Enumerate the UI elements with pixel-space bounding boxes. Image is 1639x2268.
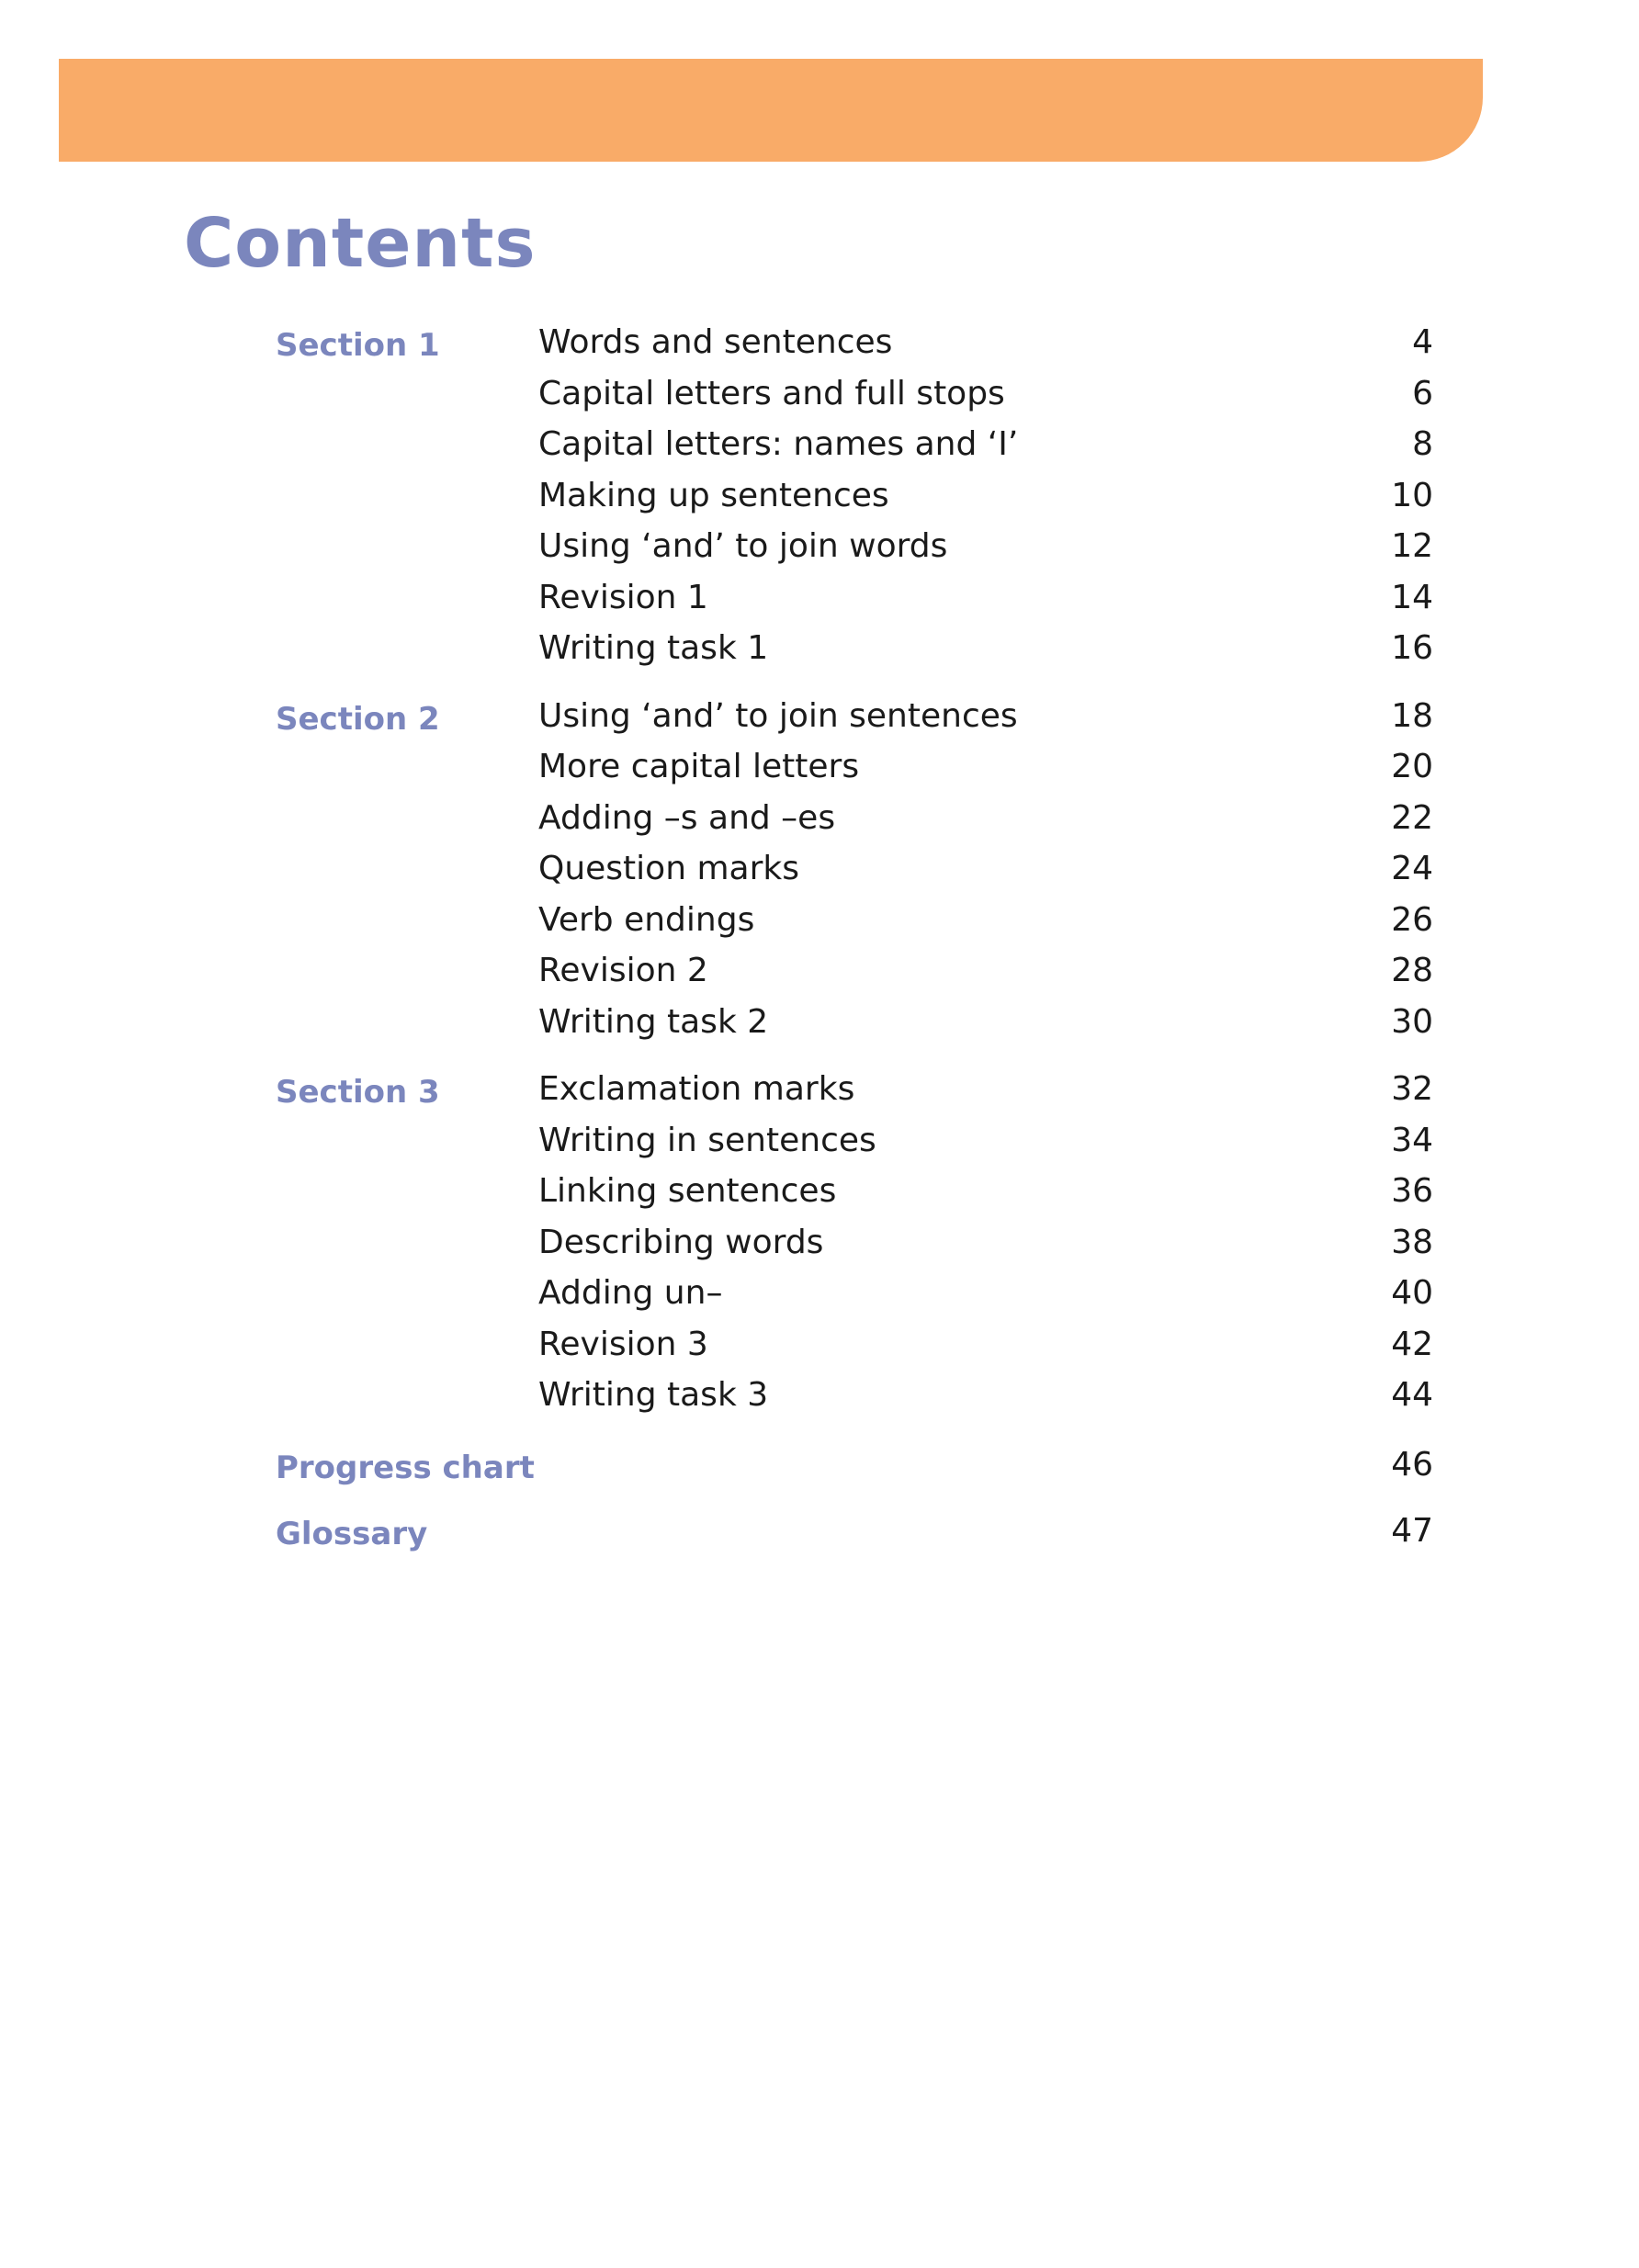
header-band bbox=[59, 59, 1483, 162]
toc-entry[interactable] bbox=[0, 624, 1639, 675]
entry-page-number: 36 bbox=[1391, 1172, 1433, 1210]
toc-entry[interactable] bbox=[0, 522, 1639, 573]
entry-page-number: 12 bbox=[1391, 527, 1433, 565]
toc-section-2 bbox=[0, 692, 1639, 1049]
entry-title: Revision 1 bbox=[538, 578, 708, 616]
entry-title: Words and sentences bbox=[538, 323, 893, 361]
toc-entry[interactable] bbox=[0, 896, 1639, 947]
entry-page-number: 42 bbox=[1391, 1325, 1433, 1363]
toc-entry[interactable] bbox=[0, 998, 1639, 1049]
entry-title: Adding –s and –es bbox=[538, 798, 836, 837]
extra-label: Glossary bbox=[276, 1515, 428, 1552]
toc-entry[interactable] bbox=[0, 1065, 1639, 1116]
toc-section-1 bbox=[0, 318, 1639, 675]
entry-title: Making up sentences bbox=[538, 476, 889, 514]
entry-title: Exclamation marks bbox=[538, 1070, 855, 1108]
toc-entry[interactable] bbox=[0, 844, 1639, 896]
entry-title: Adding un– bbox=[538, 1274, 723, 1312]
entry-page-number: 14 bbox=[1391, 578, 1433, 616]
section-label: Section 2 bbox=[276, 700, 440, 738]
entry-title: Revision 2 bbox=[538, 952, 708, 989]
entry-page-number: 16 bbox=[1391, 629, 1433, 667]
toc-entry[interactable] bbox=[0, 318, 1639, 369]
page-title: Contents bbox=[184, 204, 537, 283]
toc-entry[interactable] bbox=[0, 1371, 1639, 1422]
section-label: Section 3 bbox=[276, 1074, 440, 1111]
entry-page-number: 26 bbox=[1391, 900, 1433, 939]
extra-label: Progress chart bbox=[276, 1449, 535, 1486]
toc-entry[interactable] bbox=[0, 946, 1639, 998]
entry-page-number: 10 bbox=[1391, 476, 1433, 514]
entry-page-number: 32 bbox=[1391, 1070, 1433, 1108]
entry-title: Verb endings bbox=[538, 900, 755, 939]
entry-page-number: 8 bbox=[1412, 425, 1433, 463]
entry-page-number: 6 bbox=[1412, 374, 1433, 412]
entry-page-number: 4 bbox=[1412, 323, 1433, 361]
toc-entry[interactable] bbox=[0, 369, 1639, 421]
entry-page-number: 44 bbox=[1391, 1376, 1433, 1414]
toc-entry[interactable] bbox=[0, 794, 1639, 845]
toc-entry[interactable] bbox=[0, 692, 1639, 743]
entry-page-number: 40 bbox=[1391, 1274, 1433, 1312]
toc-extra-glossary[interactable] bbox=[0, 1505, 1639, 1571]
section-label: Section 1 bbox=[276, 327, 440, 364]
table-of-contents bbox=[0, 318, 1639, 1571]
toc-entry[interactable] bbox=[0, 1269, 1639, 1320]
entry-title: Writing task 2 bbox=[538, 1002, 769, 1041]
toc-entry[interactable] bbox=[0, 1320, 1639, 1371]
entry-page-number: 24 bbox=[1391, 850, 1433, 887]
entry-title: Writing in sentences bbox=[538, 1121, 876, 1159]
toc-entry[interactable] bbox=[0, 471, 1639, 523]
toc-entry[interactable] bbox=[0, 742, 1639, 794]
entry-title: Writing task 3 bbox=[538, 1376, 769, 1414]
entry-title: Writing task 1 bbox=[538, 629, 769, 667]
entry-page-number: 22 bbox=[1391, 798, 1433, 837]
entry-title: More capital letters bbox=[538, 748, 860, 785]
entry-title: Linking sentences bbox=[538, 1172, 837, 1210]
toc-extra-progress-chart[interactable] bbox=[0, 1439, 1639, 1505]
toc-entry[interactable] bbox=[0, 573, 1639, 625]
entry-page-number: 18 bbox=[1391, 696, 1433, 735]
entry-title: Revision 3 bbox=[538, 1325, 708, 1363]
toc-entry[interactable] bbox=[0, 1116, 1639, 1168]
toc-entry[interactable] bbox=[0, 1218, 1639, 1269]
entry-page-number: 30 bbox=[1391, 1002, 1433, 1041]
entry-page-number: 46 bbox=[1391, 1445, 1433, 1484]
entry-title: Using ‘and’ to join sentences bbox=[538, 696, 1018, 735]
entry-page-number: 28 bbox=[1391, 952, 1433, 989]
entry-title: Capital letters: names and ‘I’ bbox=[538, 425, 1019, 463]
entry-page-number: 38 bbox=[1391, 1223, 1433, 1261]
entry-page-number: 47 bbox=[1391, 1511, 1433, 1550]
entry-title: Describing words bbox=[538, 1223, 824, 1261]
toc-section-3 bbox=[0, 1065, 1639, 1422]
entry-title: Using ‘and’ to join words bbox=[538, 527, 948, 565]
entry-title: Capital letters and full stops bbox=[538, 374, 1005, 412]
toc-entry[interactable] bbox=[0, 1167, 1639, 1218]
entry-title: Question marks bbox=[538, 850, 799, 887]
toc-entry[interactable] bbox=[0, 420, 1639, 471]
entry-page-number: 34 bbox=[1391, 1121, 1433, 1159]
entry-page-number: 20 bbox=[1391, 748, 1433, 785]
